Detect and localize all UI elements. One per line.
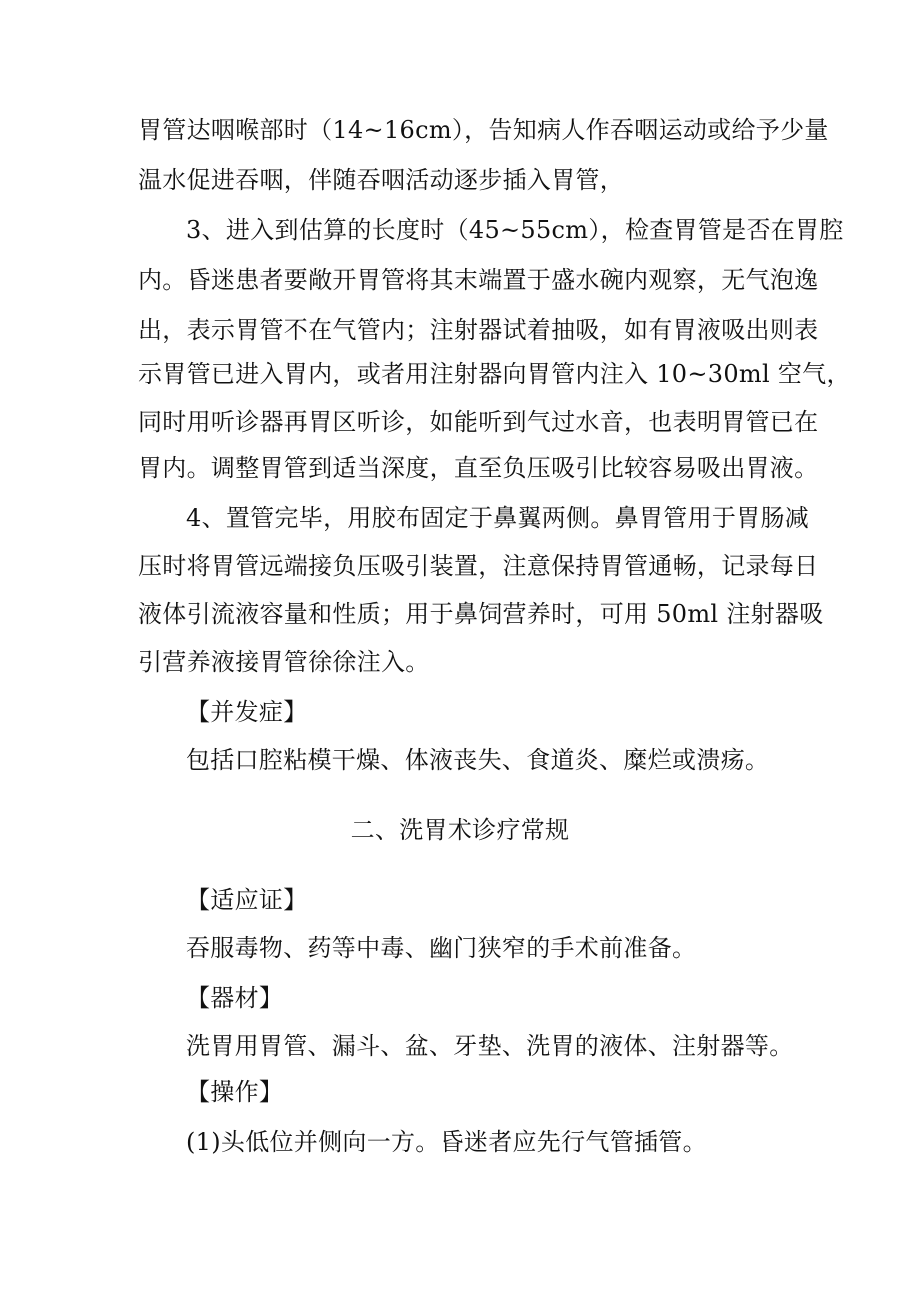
operation-step-1: (1)头低位并侧向一方。昏迷者应先行气管插管。 [186, 1128, 707, 1156]
paragraph-2-line-6: 胃内。调整胃管到适当深度，直至负压吸引比较容易吸出胃液。 [138, 454, 819, 482]
paragraph-2-line-5: 同时用听诊器再胃区听诊，如能听到气过水音，也表明胃管已在 [138, 408, 819, 436]
paragraph-1-line-1: 胃管达咽喉部时（14~16cm），告知病人作吞咽运动或给予少量 [138, 116, 829, 144]
complications-heading: 【并发症】 [186, 698, 308, 726]
equipment-heading: 【器材】 [186, 984, 284, 1012]
paragraph-1-line-2: 温水促进吞咽，伴随吞咽活动逐步插入胃管， [138, 166, 624, 194]
paragraph-3-line-1: 4、置管完毕，用胶布固定于鼻翼两侧。鼻胃管用于胃肠减 [186, 504, 810, 532]
indications-text: 吞服毒物、药等中毒、幽门狭窄的手术前准备。 [186, 934, 697, 962]
complications-text: 包括口腔粘模干燥、体液丧失、食道炎、糜烂或溃疡。 [186, 746, 770, 774]
operation-heading: 【操作】 [186, 1078, 284, 1106]
indications-heading: 【适应证】 [186, 886, 308, 914]
paragraph-3-line-2: 压时将胃管远端接负压吸引装置，注意保持胃管通畅，记录每日 [138, 552, 819, 580]
paragraph-3-line-4: 引营养液接胃管徐徐注入。 [138, 648, 430, 676]
paragraph-2-line-2: 内。昏迷患者要敞开胃管将其末端置于盛水碗内观察，无气泡逸 [138, 266, 819, 294]
paragraph-2-line-4: 示胃管已进入胃内，或者用注射器向胃管内注入 10~30ml 空气， [138, 360, 851, 388]
paragraph-3-line-3: 液体引流液容量和性质；用于鼻饲营养时，可用 50ml 注射器吸 [138, 600, 824, 628]
paragraph-2-line-1: 3、进入到估算的长度时（45~55cm），检查胃管是否在胃腔 [186, 216, 844, 244]
paragraph-2-line-3: 出，表示胃管不在气管内；注射器试着抽吸，如有胃液吸出则表 [138, 316, 819, 344]
section-title: 二、洗胃术诊疗常规 [350, 816, 570, 844]
equipment-text: 洗胃用胃管、漏斗、盆、牙垫、洗胃的液体、注射器等。 [186, 1032, 794, 1060]
